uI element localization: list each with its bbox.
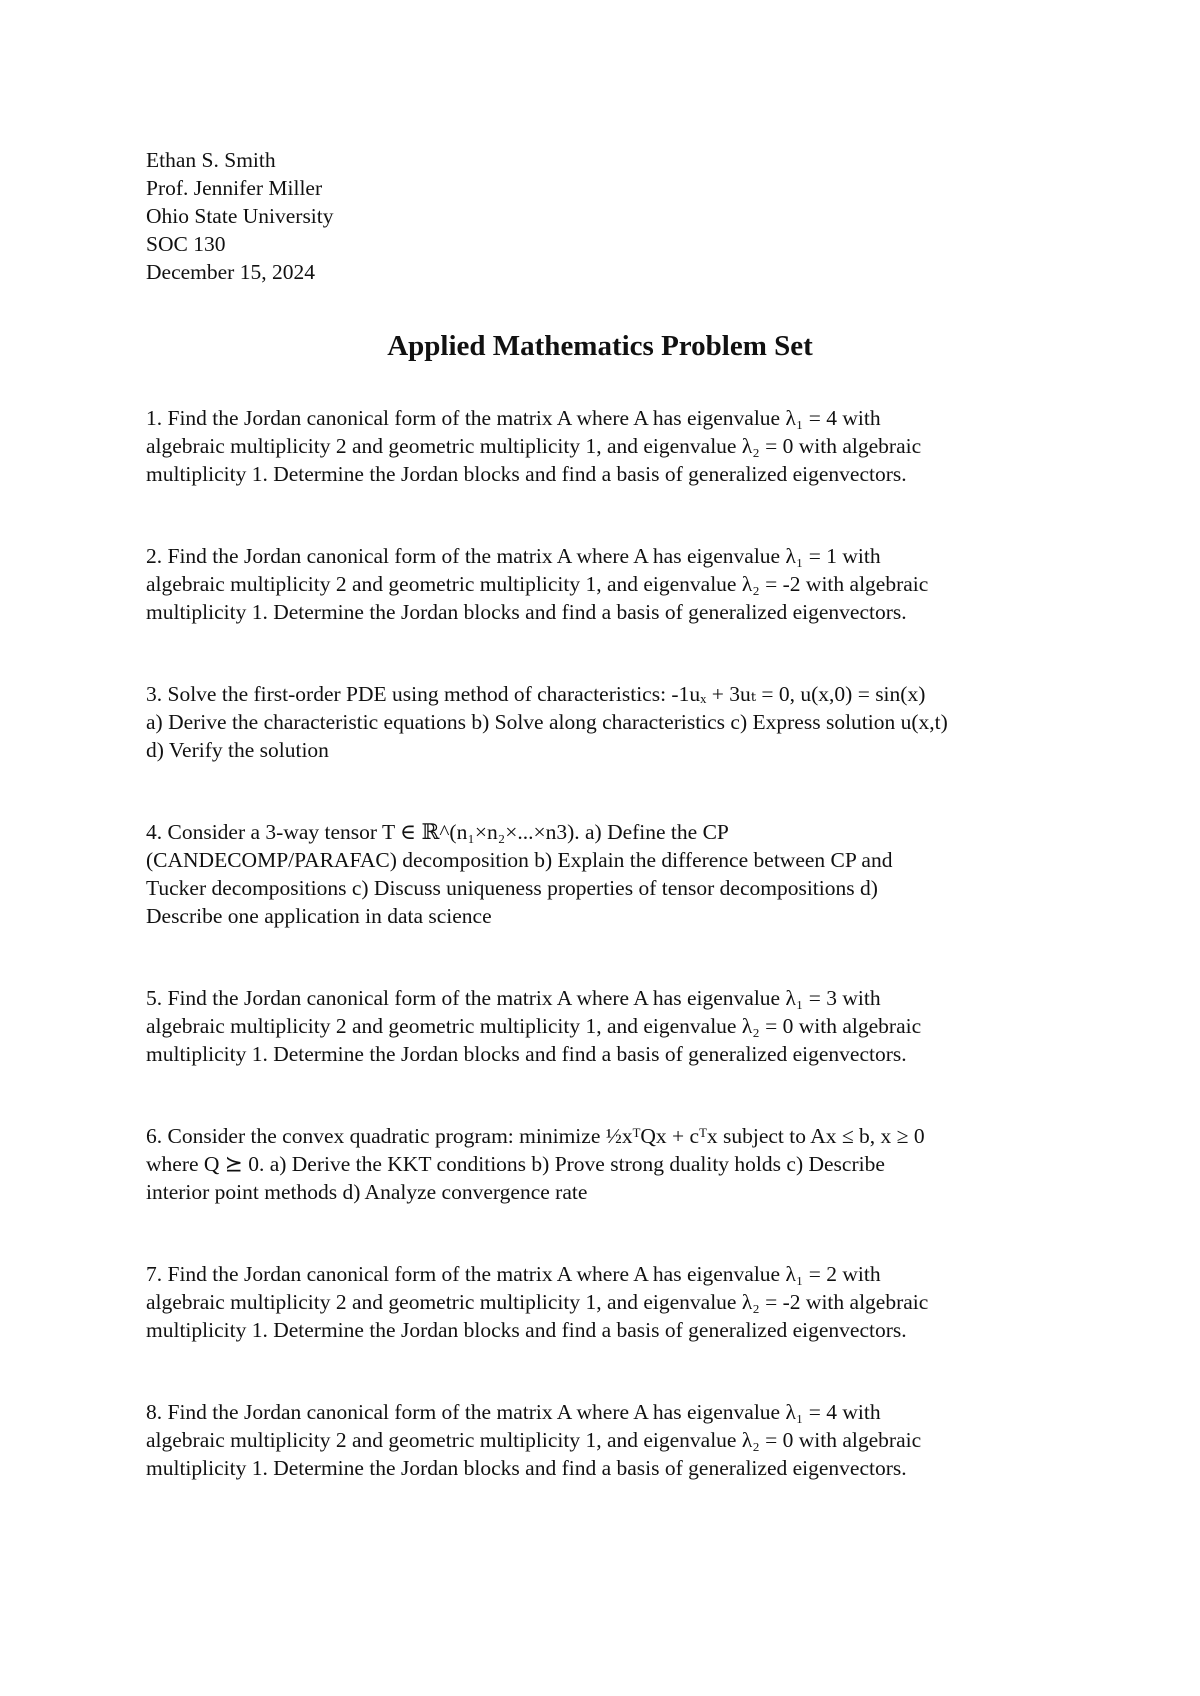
problem-8 <box>146 1398 1076 1482</box>
problem-line: multiplicity 1. Determine the Jordan blocks and find a basis of generalized eigenvectors. <box>146 1456 907 1480</box>
header-block <box>146 146 334 286</box>
problem-line: (CANDECOMP/PARAFAC) decomposition b) Explain the difference between CP and <box>146 848 893 872</box>
problem-line: Tucker decompositions c) Discuss uniqueness properties of tensor decompositions d) <box>146 876 878 900</box>
problem-6 <box>146 1122 1076 1206</box>
problem-4 <box>146 818 1076 930</box>
course-code: SOC 130 <box>146 232 226 256</box>
problem-1 <box>146 404 1076 488</box>
problem-line: multiplicity 1. Determine the Jordan blocks and find a basis of generalized eigenvectors. <box>146 1318 907 1342</box>
problem-line: 5. Find the Jordan canonical form of the matrix A where A has eigenvalue λ₁ = 3 with <box>146 986 881 1010</box>
problem-line: 2. Find the Jordan canonical form of the matrix A where A has eigenvalue λ₁ = 1 with <box>146 544 881 568</box>
problem-line: 1. Find the Jordan canonical form of the matrix A where A has eigenvalue λ₁ = 4 with <box>146 406 881 430</box>
document-title: Applied Mathematics Problem Set <box>387 330 813 362</box>
problem-line: Describe one application in data science <box>146 904 492 928</box>
problem-line: 8. Find the Jordan canonical form of the matrix A where A has eigenvalue λ₁ = 4 with <box>146 1400 881 1424</box>
problem-line: multiplicity 1. Determine the Jordan blocks and find a basis of generalized eigenvectors. <box>146 1042 907 1066</box>
problem-line: 7. Find the Jordan canonical form of the matrix A where A has eigenvalue λ₁ = 2 with <box>146 1262 881 1286</box>
problem-line: 3. Solve the first-order PDE using method of characteristics: -1uₓ + 3uₜ = 0, u(x,0) = sin(x) <box>146 682 926 706</box>
problem-line: multiplicity 1. Determine the Jordan blocks and find a basis of generalized eigenvectors. <box>146 600 907 624</box>
problem-2 <box>146 542 1076 626</box>
problem-line: where Q ⪰ 0. a) Derive the KKT conditions b) Prove strong duality holds c) Describe <box>146 1152 885 1176</box>
instructor-name: Prof. Jennifer Miller <box>146 176 323 200</box>
problem-line: d) Verify the solution <box>146 738 329 762</box>
problem-line: multiplicity 1. Determine the Jordan blocks and find a basis of generalized eigenvectors. <box>146 462 907 486</box>
document-date: December 15, 2024 <box>146 260 315 284</box>
problem-line: algebraic multiplicity 2 and geometric multiplicity 1, and eigenvalue λ₂ = 0 with algebraic <box>146 1014 922 1038</box>
problem-line: a) Derive the characteristic equations b) Solve along characteristics c) Express solution u(x,t) <box>146 710 948 734</box>
problem-line: 4. Consider a 3-way tensor T ∈ ℝ^(n₁×n₂×...×n3). a) Define the CP <box>146 820 729 844</box>
author-name: Ethan S. Smith <box>146 148 276 172</box>
problem-line: algebraic multiplicity 2 and geometric multiplicity 1, and eigenvalue λ₂ = 0 with algebraic <box>146 434 922 458</box>
problem-line: interior point methods d) Analyze convergence rate <box>146 1180 588 1204</box>
problem-line: algebraic multiplicity 2 and geometric multiplicity 1, and eigenvalue λ₂ = -2 with algebraic <box>146 1290 929 1314</box>
problem-line: algebraic multiplicity 2 and geometric multiplicity 1, and eigenvalue λ₂ = 0 with algebraic <box>146 1428 922 1452</box>
problem-line: algebraic multiplicity 2 and geometric multiplicity 1, and eigenvalue λ₂ = -2 with algebraic <box>146 572 929 596</box>
problem-3 <box>146 680 1076 764</box>
problem-5 <box>146 984 1076 1068</box>
institution-name: Ohio State University <box>146 204 334 228</box>
problem-7 <box>146 1260 1076 1344</box>
problem-line: 6. Consider the convex quadratic program: minimize ½xᵀQx + cᵀx subject to Ax ≤ b, x ≥ 0 <box>146 1124 925 1148</box>
